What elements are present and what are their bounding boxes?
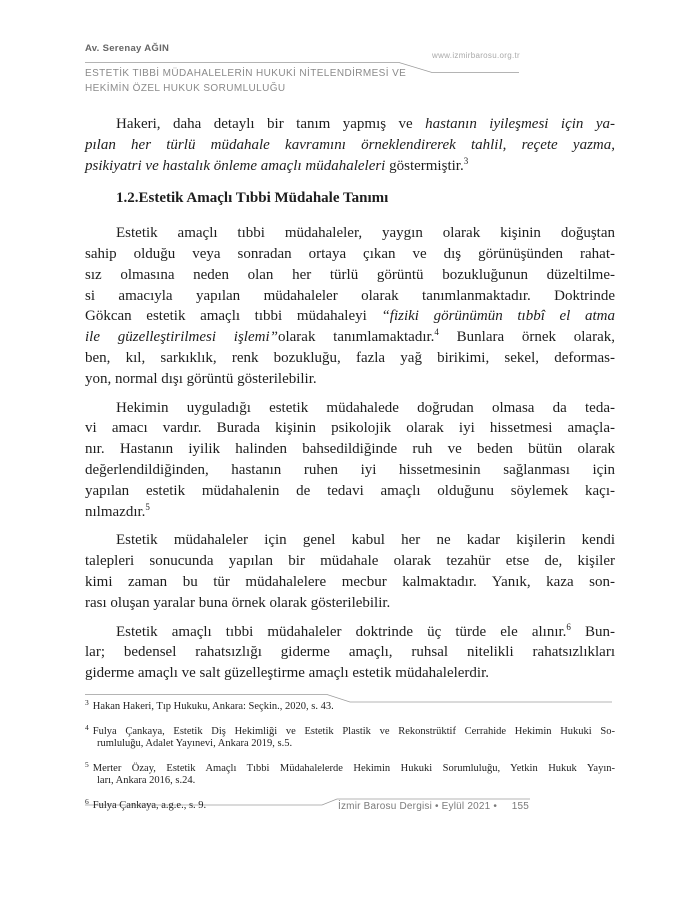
- text-line: [85, 439, 615, 460]
- footnote-text: Merter Özay, Estetik Amaçlı Tıbbi Müdahalelerde Hekimin Hukuki Sorumluluğu, Yetkin Hukuk Yayın-: [92, 762, 615, 774]
- footnote: [85, 722, 615, 751]
- text-segment: sahip olduğu veya sonradan ortaya çıkan ve dış görünüşünden rahat-: [85, 245, 615, 262]
- text-segment: Bunlara örnek olarak,: [438, 329, 615, 346]
- footnote: [85, 759, 615, 788]
- footnote-ref: 3: [463, 155, 469, 166]
- text-segment: Estetik müdahaleler için genel kabul her ne kadar kişilerin kendi: [116, 532, 615, 549]
- text-line: [85, 114, 615, 135]
- text-segment: yapılan estetik müdahalenin de tedavi amaçlı olduğunu söylemek kaçı-: [85, 482, 615, 499]
- text-line: [85, 460, 615, 481]
- text-segment: lar; bedensel rahatsızlığı giderme amaçlı, ruhsal nitelikli rahatsızlıkları: [85, 644, 615, 661]
- text-segment: göstermiştir.: [385, 157, 464, 174]
- footnote-line: [85, 722, 615, 739]
- text-line: [85, 327, 615, 348]
- text-segment: Hekimin uyguladığı estetik müdahalede doğrudan olmasa da teda-: [116, 399, 615, 416]
- article-title-line2: HEKİMİN ÖZEL HUKUK SORUMLULUĞU: [85, 83, 286, 94]
- text-line: [85, 156, 615, 177]
- text-line: [85, 481, 615, 502]
- text-segment: ile güzelleştirilmesi işlemi”: [85, 329, 278, 346]
- footnote-line: [85, 697, 615, 714]
- journal-website-url: www.izmirbarosu.org.tr: [432, 51, 520, 60]
- footnote-text: rumluluğu, Adalet Yayınevi, Ankara 2019, s.5.: [97, 738, 293, 749]
- text-line: [85, 663, 615, 684]
- text-line: [85, 244, 615, 265]
- footnote-number: 6: [85, 796, 89, 806]
- text-segment: vi amacı vardır. Burada kişinin psikolojik olarak iyi hissetmesi amaçla-: [85, 420, 615, 437]
- text-line: [85, 530, 615, 551]
- paragraph: [85, 622, 615, 684]
- text-segment: hastanın iyileşmesi için ya-: [425, 116, 615, 132]
- text-segment: olarak tanımlamaktadır.: [277, 329, 435, 346]
- footnote-text: Fulya Çankaya, Estetik Diş Hekimliği ve Estetik Plastik ve Rekonstrüktif Cerrahide Hekimin Hukuki So-: [92, 725, 615, 737]
- text-segment: Estetik amaçlı tıbbi müdahaleler, yaygın olarak kişinin doğuştan: [116, 225, 615, 242]
- footnote-ref: 6: [566, 621, 571, 632]
- footnote-number: 5: [85, 759, 89, 769]
- paragraph: [85, 530, 615, 613]
- text-segment: si amacıyla yapılan müdahaleler olarak tanımlanmaktadır. Doktrinde: [85, 287, 615, 304]
- text-segment: değerlendildiğinden, hastanın ruhen iyi hissetmesinin sağlanması için: [85, 461, 615, 478]
- page-footer: [338, 801, 529, 812]
- text-line: [85, 418, 615, 439]
- text-line: [85, 369, 615, 390]
- text-segment: nır. Hastanın iyilik halinden bahsedildiğinde ruh ve beden bütün olarak: [85, 441, 615, 458]
- text-line: [85, 642, 615, 663]
- journal-name-date: İzmir Barosu Dergisi • Eylül 2021 •: [338, 801, 498, 812]
- text-line: [85, 593, 615, 614]
- footnote: [85, 697, 615, 714]
- text-segment: pılan her türlü müdahale kavramını örneklendirerek tahlil, reçete yazma,: [85, 136, 615, 153]
- text-line: [85, 572, 615, 593]
- footnote-text: ları, Ankara 2016, s.24.: [97, 775, 196, 786]
- text-segment: Bun-: [570, 623, 615, 640]
- footnote-ref: 4: [434, 327, 439, 338]
- footnote-ref: 5: [145, 501, 150, 512]
- text-line: [85, 223, 615, 244]
- article-title: [85, 66, 465, 96]
- text-segment: kimi zaman bu tür müdahalelere mecbur kalmaktadır. Yanık, kaza son-: [85, 573, 615, 590]
- text-segment: psikiyatri ve hastalık önleme amaçlı müdahaleleri: [85, 157, 386, 174]
- footnote-text: Hakan Hakeri, Tıp Hukuku, Ankara: Seçkin., 2020, s. 43.: [92, 701, 334, 712]
- text-segment: talepleri sonucunda yapılan bir müdahale olarak tezahür etse de, kişiler: [85, 553, 615, 570]
- footnote-line: [85, 775, 615, 788]
- text-line: [85, 286, 615, 307]
- paragraph: [85, 398, 615, 523]
- page-number: 155: [511, 801, 529, 812]
- author-name: Av. Serenay AĞIN: [85, 43, 170, 54]
- text-segment: nılmazdır.: [85, 503, 146, 520]
- paragraph: [85, 223, 615, 389]
- footnote-text: Fulya Çankaya, a.g.e., s. 9.: [92, 799, 207, 811]
- text-line: [85, 306, 615, 327]
- footnote-line: [85, 738, 615, 751]
- text-segment: rası oluşan yaralar buna örnek olarak gösterilebilir.: [85, 594, 391, 611]
- footnote-number: 4: [85, 722, 89, 732]
- text-line: [85, 348, 615, 369]
- body-text: [85, 114, 615, 692]
- text-segment: Estetik amaçlı tıbbi müdahaleler doktrinde üç türde ele alınır.: [116, 623, 567, 640]
- text-segment: Gökcan estetik amaçlı tıbbi müdahaleyi: [85, 308, 382, 325]
- text-line: [85, 502, 615, 523]
- paragraph: [85, 114, 615, 176]
- text-segment: yon, normal dışı görüntü gösterilebilir.: [85, 370, 317, 387]
- text-segment: sız olmasına neden olan her türlü görüntü bozukluğunun düzeltilme-: [85, 266, 615, 283]
- footnote-number: 3: [85, 698, 89, 707]
- text-line: [85, 551, 615, 572]
- text-line: [85, 265, 615, 286]
- text-line: [85, 398, 615, 419]
- text-line: [85, 135, 615, 156]
- footnote-line: [85, 759, 615, 776]
- text-segment: giderme amaçlı ve salt güzelleştirme amaçlı estetik müdahalelerdir.: [85, 665, 490, 682]
- text-line: [85, 622, 615, 643]
- section-heading: 1.2.Estetik Amaçlı Tıbbi Müdahale Tanımı: [116, 190, 389, 207]
- text-segment: Hakeri, daha detaylı bir tanım yapmış ve: [116, 116, 426, 132]
- article-title-line1: ESTETİK TIBBİ MÜDAHALELERİN HUKUKİ NİTELENDİRMESİ VE: [85, 68, 407, 79]
- text-segment: “fiziki görünümün tıbbî el atma: [381, 308, 615, 325]
- text-segment: ben, kıl, sarkıklık, renk bozukluğu, fazla yağ birikimi, sekel, deformas-: [85, 349, 615, 366]
